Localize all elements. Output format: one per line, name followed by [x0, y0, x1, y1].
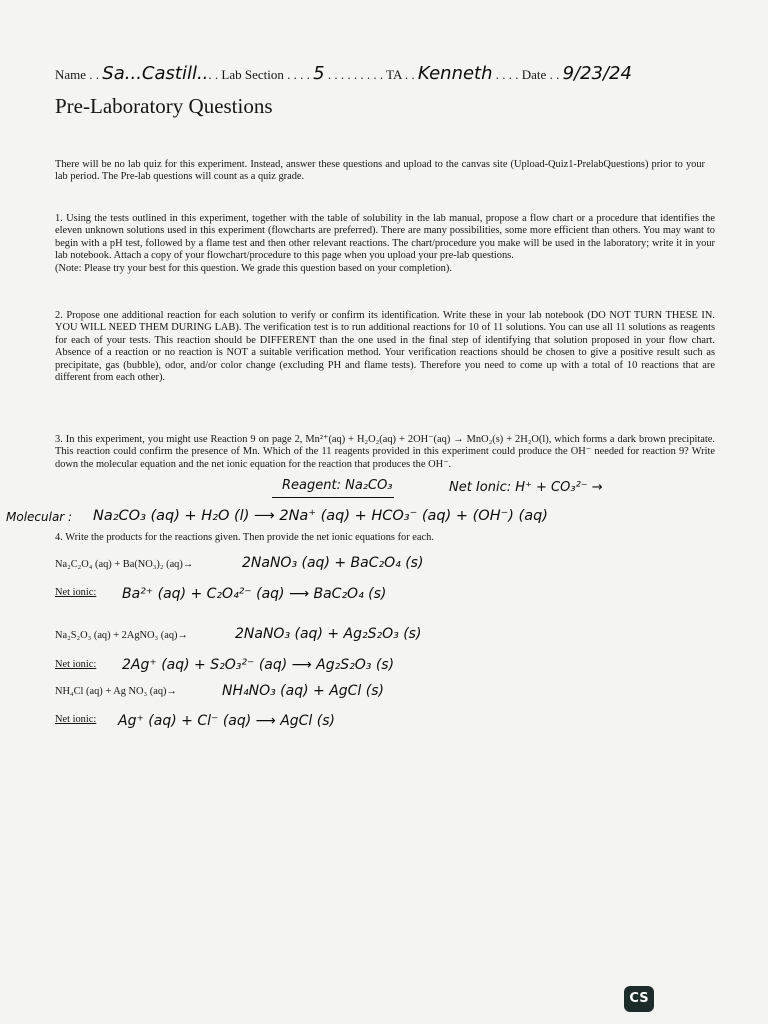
- date-label: Date: [521, 67, 547, 82]
- page-title: Pre-Laboratory Questions: [55, 94, 273, 118]
- reaction-1-net-label: Net ionic:: [55, 587, 97, 598]
- reaction-1-reactants: Na₂C₂O₄ (aq) + Ba(NO₃)₂ (aq)→: [55, 559, 194, 570]
- ta-value: Kenneth: [417, 63, 493, 84]
- question-2: 2. Propose one additional reaction for each solution to verify or confirm its identification. Write these in your lab notebook (DO NOT TURN THESE IN. YOU WILL NEED THEM DURING LAB). The verification test is to run additional reactions for 10 of 11 solutions. You can use all 11 solutions as reagents for each of your tests. This reaction should be DIFFERENT than the one used in the final step of identifying that solution proposed in your flow chart. Absence of a reaction or no reaction is NOT a suitable verification method. Your verification reactions should be chosen to give a positive result such as precipitate, gas (bubble), odor, and/or color change (excluding PH and flame tests). Therefore you need to come up with a total of 10 reactions that are different from each other).: [55, 310, 715, 384]
- reaction-2-reactants: Na₂S₂O₃ (aq) + 2AgNO₃ (aq)→: [55, 630, 188, 641]
- answer3-reagent: Reagent: Na₂CO₃: [282, 478, 393, 493]
- question-1-note: (Note: Please try your best for this question. We grade this question based on your completion).: [55, 262, 452, 274]
- reaction-1-net-ionic: Ba²⁺ (aq) + C₂O₄²⁻ (aq) ⟶ BaC₂O₄ (s): [122, 586, 387, 602]
- answer3-molecular-equation: Na₂CO₃ (aq) + H₂O (l) ⟶ 2Na⁺ (aq) + HCO₃⁻ (aq) + (OH⁻) (aq): [93, 508, 548, 524]
- answer3-molecular-label: Molecular :: [6, 510, 73, 524]
- date-value: 9/23/24: [562, 63, 632, 84]
- lab-section-value: 5: [313, 63, 325, 84]
- question-3: 3. In this experiment, you might use Reaction 9 on page 2, Mn²⁺(aq) + H₂O₂(aq) + 2OH⁻(aq) → MnO₂(s) + 2H₂O(l), which forms a dark brown precipitate. This reaction could confirm the presence of Mn. Which of the 11 reagents provided in this experiment could produce the OH⁻ needed for reaction 9? Write down the molecular equation and the net ionic equation for the reaction that produces the OH⁻.: [55, 434, 715, 470]
- ta-label: TA: [386, 67, 402, 82]
- answer3-net-ionic: Net Ionic: H⁺ + CO₃²⁻ →: [449, 480, 603, 495]
- reaction-3-products: NH₄NO₃ (aq) + AgCl (s): [222, 683, 384, 699]
- reaction-3-reactants: NH₄Cl (aq) + Ag NO₃ (aq)→: [55, 686, 177, 697]
- camscanner-logo: CS: [624, 986, 654, 1012]
- name-label: Name: [55, 67, 87, 82]
- question-1-text: 1. Using the tests outlined in this experiment, together with the table of solubility in the lab manual, propose a flow chart or a procedure that identifies the eleven unknown solutions used in this experiment (flowcharts are preferred). There are many possibilities, some more efficient than others. You may want to begin with a pH test, followed by a flame test and then other relevant reactions. The chart/procedure you make will be used in the laboratory; write it in your lab notebook. Attach a copy of your flowchart/procedure to this page when you upload your pre-lab questions.: [55, 213, 715, 262]
- reaction-2-net-ionic: 2Ag⁺ (aq) + S₂O₃²⁻ (aq) ⟶ Ag₂S₂O₃ (s): [122, 657, 395, 673]
- instructions-intro: There will be no lab quiz for this experiment. Instead, answer these questions and upload to the canvas site (Upload-Quiz1-PrelabQuestions) prior to your lab period. The Pre-lab questions will count as a quiz grade.: [55, 159, 705, 183]
- reagent-underline: [272, 497, 394, 498]
- name-value: Sa...Castill..: [102, 63, 209, 84]
- reaction-2-products: 2NaNO₃ (aq) + Ag₂S₂O₃ (s): [235, 626, 422, 642]
- header-line: Name . . Sa...Castill... . Lab Section . . . . 5 . . . . . . . . . TA . . Kenneth . . . . Date . . 9/23/24: [55, 63, 632, 84]
- question-1: [55, 213, 715, 275]
- reaction-3-net-label: Net ionic:: [55, 714, 97, 725]
- reaction-2-net-label: Net ionic:: [55, 659, 97, 670]
- lab-section-label: Lab Section: [221, 67, 284, 82]
- reaction-3-net-ionic: Ag⁺ (aq) + Cl⁻ (aq) ⟶ AgCl (s): [118, 713, 335, 729]
- reaction-1-products: 2NaNO₃ (aq) + BaC₂O₄ (s): [242, 555, 424, 571]
- question-4: 4. Write the products for the reactions given. Then provide the net ionic equations for each.: [55, 532, 434, 543]
